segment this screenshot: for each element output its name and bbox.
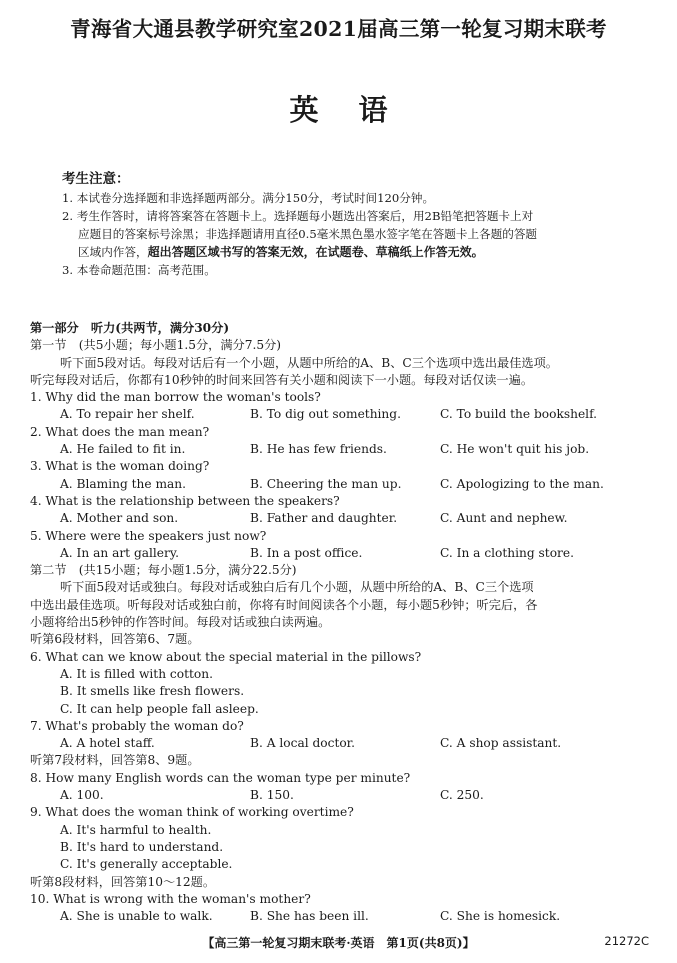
material-6-heading: 听第6段材料，回答第6、7题。 xyxy=(30,632,200,647)
question-2-option-b: B. He has few friends. xyxy=(250,442,387,457)
question-7-options xyxy=(30,735,655,752)
exam-title: 青海省大通县教学研究室2021届高三第一轮复习期末联考 xyxy=(70,17,607,41)
question-9-option-b: B. It's hard to understand. xyxy=(60,839,224,854)
footer-page-info: 【高三第一轮复习期末联考·英语 第1页(共8页)】 xyxy=(202,936,475,950)
section1-instruction-1: 听下面5段对话。每段对话后有一个小题，从题中所给的A、B、C三个选项中选出最佳选项。 xyxy=(60,355,558,370)
notice-emphasis: 超出答题区域书写的答案无效，在试题卷、草稿纸上作答无效。 xyxy=(147,245,484,259)
question-9-option-c: C. It's generally acceptable. xyxy=(60,857,233,872)
section2-instruction-2: 中选出最佳选项。听每段对话或独白前，你将有时间阅读各个小题，每小题5秒钟；听完后，各 xyxy=(30,597,538,612)
question-5: 5. Where were the speakers just now? xyxy=(30,528,267,543)
question-3-option-c: C. Apologizing to the man. xyxy=(440,476,604,491)
question-8-option-a: A. 100. xyxy=(60,788,104,803)
question-10-option-c: C. She is homesick. xyxy=(440,909,561,924)
question-4: 4. What is the relationship between the speakers? xyxy=(30,493,340,508)
question-3: 3. What is the woman doing? xyxy=(30,459,210,474)
question-7: 7. What's probably the woman do? xyxy=(30,718,244,733)
question-5-option-a: A. In an art gallery. xyxy=(60,545,179,560)
question-1-option-b: B. To dig out something. xyxy=(250,407,401,422)
listening-part xyxy=(30,320,655,925)
footer-code: 21272C xyxy=(604,934,649,948)
question-3-options xyxy=(30,476,655,493)
question-7-option-c: C. A shop assistant. xyxy=(440,736,562,751)
question-8-option-c: C. 250. xyxy=(440,788,484,803)
question-2: 2. What does the man mean? xyxy=(30,424,210,439)
notice-item-2-line1: 2. 考生作答时，请将答案答在答题卡上。选择题每小题选出答案后，用2B铅笔把答题卡上对 xyxy=(62,209,534,223)
question-6: 6. What can we know about the special material in the pillows? xyxy=(30,649,422,664)
notice-item-1: 1. 本试卷分选择题和非选择题两部分。满分150分，考试时间120分钟。 xyxy=(62,191,435,205)
question-1-option-a: A. To repair her shelf. xyxy=(60,407,195,422)
question-9-option-a: A. It's harmful to health. xyxy=(60,822,212,837)
material-7-heading: 听第7段材料，回答第8、9题。 xyxy=(30,753,200,768)
notice-block xyxy=(62,170,657,279)
question-4-option-c: C. Aunt and nephew. xyxy=(440,511,568,526)
question-10: 10. What is wrong with the woman's mother? xyxy=(30,891,311,906)
question-2-option-c: C. He won't quit his job. xyxy=(440,442,590,457)
question-1-option-c: C. To build the bookshelf. xyxy=(440,407,598,422)
question-8: 8. How many English words can the woman type per minute? xyxy=(30,770,411,785)
section2-heading: 第二节 (共15小题；每小题1.5分，满分22.5分) xyxy=(30,563,297,578)
question-6-option-c: C. It can help people fall asleep. xyxy=(60,701,259,716)
question-1: 1. Why did the man borrow the woman's tools? xyxy=(30,390,321,405)
notice-item-2-line3 xyxy=(62,243,657,261)
question-3-option-a: A. Blaming the man. xyxy=(60,476,187,491)
question-7-option-b: B. A local doctor. xyxy=(250,736,356,751)
question-5-option-b: B. In a post office. xyxy=(250,545,363,560)
notice-item-2 xyxy=(62,207,657,261)
subject-title: 英语 xyxy=(289,93,428,127)
question-8-option-b: B. 150. xyxy=(250,788,294,803)
question-10-option-a: A. She is unable to walk. xyxy=(60,909,213,924)
question-3-option-b: B. Cheering the man up. xyxy=(250,476,402,491)
question-2-option-a: A. He failed to fit in. xyxy=(60,442,186,457)
question-1-options xyxy=(30,406,655,423)
question-10-option-b: B. She has been ill. xyxy=(250,909,369,924)
question-5-options xyxy=(30,545,655,562)
section1-heading: 第一节 (共5小题；每小题1.5分，满分7.5分) xyxy=(30,338,282,353)
notice-item-3: 3. 本卷命题范围：高考范围。 xyxy=(62,263,216,277)
notice-item-2-line2: 应题目的答案标号涂黑；非选择题请用直径0.5毫米黑色墨水签字笔在答题卡上各题的答题 xyxy=(78,227,538,241)
question-10-options xyxy=(30,908,655,925)
question-4-option-a: A. Mother and son. xyxy=(60,511,179,526)
question-4-option-b: B. Father and daughter. xyxy=(250,511,398,526)
question-5-option-c: C. In a clothing store. xyxy=(440,545,574,560)
question-8-options xyxy=(30,787,655,804)
material-8-heading: 听第8段材料，回答第10～12题。 xyxy=(30,874,216,889)
question-6-option-a: A. It is filled with cotton. xyxy=(60,666,213,681)
notice-item-2-line3-text: 区域内作答， xyxy=(78,245,148,259)
question-2-options xyxy=(30,441,655,458)
section2-instruction-1: 听下面5段对话或独白。每段对话或独白后有几个小题，从题中所给的A、B、C三个选项 xyxy=(60,580,534,595)
page-footer xyxy=(0,934,677,952)
part1-heading: 第一部分 听力(共两节，满分30分) xyxy=(30,321,230,335)
notice-title: 考生注意： xyxy=(62,171,130,187)
question-4-options xyxy=(30,510,655,527)
question-9: 9. What does the woman think of working overtime? xyxy=(30,805,354,820)
question-7-option-a: A. A hotel staff. xyxy=(60,736,155,751)
section2-instruction-3: 小题将给出5秒钟的作答时间。每段对话或独白读两遍。 xyxy=(30,615,331,630)
question-6-option-b: B. It smells like fresh flowers. xyxy=(60,684,245,699)
section1-instruction-2: 听完每段对话后，你都有10秒钟的时间来回答有关小题和阅读下一小题。每段对话仅读一遍。 xyxy=(30,372,534,387)
